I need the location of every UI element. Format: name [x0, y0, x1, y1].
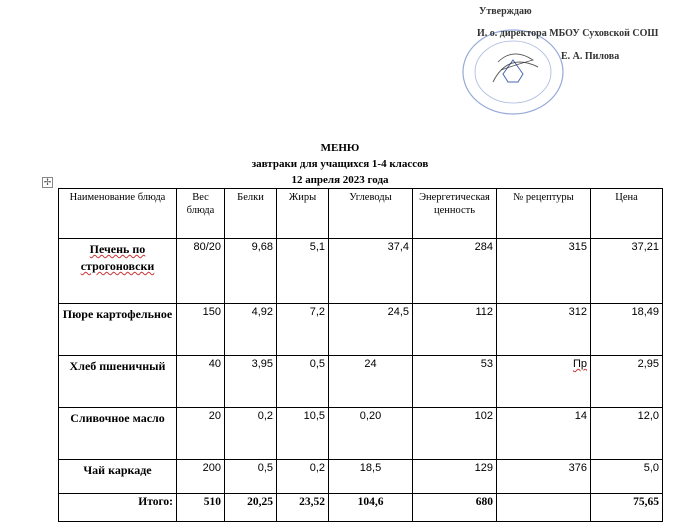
table-row — [59, 356, 663, 408]
approver-name: Е. А. Пилова — [561, 51, 620, 62]
cell-recipe: 14 — [497, 408, 591, 460]
cell-protein: 0,2 — [225, 408, 277, 460]
page-subtitle: завтраки для учащихся 1-4 классов — [251, 158, 429, 170]
cell-energy: 112 — [413, 304, 497, 356]
cell-energy: 284 — [413, 239, 497, 304]
table-move-handle-icon[interactable]: ✢ — [43, 177, 52, 187]
cell-weight: 200 — [177, 460, 225, 494]
approve-label: Утверждаю — [479, 6, 532, 17]
total-carbs: 104,6 — [329, 494, 413, 522]
cell-carbs: 24,5 — [329, 304, 413, 356]
dish-name: Печень по строгоновски — [59, 239, 177, 304]
header-protein: Белки — [225, 189, 277, 239]
cell-carbs: 18,5 — [329, 460, 413, 494]
cell-fat: 7,2 — [277, 304, 329, 356]
cell-protein: 3,95 — [225, 356, 277, 408]
cell-carbs: 24 — [329, 356, 413, 408]
header-carbs: Углеводы — [329, 189, 413, 239]
cell-price: 12,0 — [591, 408, 663, 460]
header-recipe: № рецептуры — [497, 189, 591, 239]
cell-weight: 150 — [177, 304, 225, 356]
cell-price: 2,95 — [591, 356, 663, 408]
header-price: Цена — [591, 189, 663, 239]
total-weight: 510 — [177, 494, 225, 522]
cell-price: 37,21 — [591, 239, 663, 304]
table-row — [59, 239, 663, 304]
cell-recipe: 312 — [497, 304, 591, 356]
cell-carbs: 37,4 — [329, 239, 413, 304]
cell-protein: 9,68 — [225, 239, 277, 304]
dish-name: Пюре картофельное — [59, 304, 177, 356]
total-recipe — [497, 494, 591, 522]
cell-protein: 0,5 — [225, 460, 277, 494]
menu-date: 12 апреля 2023 года — [291, 174, 389, 186]
cell-weight: 40 — [177, 356, 225, 408]
page-title: МЕНЮ — [320, 142, 360, 154]
dish-name: Сливочное масло — [59, 408, 177, 460]
total-fat: 23,52 — [277, 494, 329, 522]
cell-price: 5,0 — [591, 460, 663, 494]
total-protein: 20,25 — [225, 494, 277, 522]
cell-weight: 80/20 — [177, 239, 225, 304]
cell-recipe: Пр — [497, 356, 591, 408]
menu-title-block — [200, 140, 480, 188]
cell-fat: 0,2 — [277, 460, 329, 494]
dish-name: Чай каркаде — [59, 460, 177, 494]
cell-price: 18,49 — [591, 304, 663, 356]
cell-energy: 129 — [413, 460, 497, 494]
cell-protein: 4,92 — [225, 304, 277, 356]
header-energy: Энергетическая ценность — [413, 189, 497, 239]
table-header-row — [59, 189, 663, 239]
total-energy: 680 — [413, 494, 497, 522]
cell-fat: 10,5 — [277, 408, 329, 460]
approver-position: И. о. директора МБОУ Суховской СОШ — [477, 28, 659, 39]
cell-fat: 5,1 — [277, 239, 329, 304]
menu-table — [58, 188, 663, 522]
dish-name: Хлеб пшеничный — [59, 356, 177, 408]
cell-fat: 0,5 — [277, 356, 329, 408]
table-row — [59, 408, 663, 460]
approval-block — [437, 0, 694, 118]
cell-energy: 53 — [413, 356, 497, 408]
cell-energy: 102 — [413, 408, 497, 460]
table-row — [59, 460, 663, 494]
header-fat: Жиры — [277, 189, 329, 239]
total-row — [59, 494, 663, 522]
cell-recipe: 376 — [497, 460, 591, 494]
cell-carbs: 0,20 — [329, 408, 413, 460]
total-label: Итого: — [59, 494, 177, 522]
total-price: 75,65 — [591, 494, 663, 522]
header-name: Наименование блюда — [59, 189, 177, 239]
table-row — [59, 304, 663, 356]
cell-recipe: 315 — [497, 239, 591, 304]
cell-weight: 20 — [177, 408, 225, 460]
header-weight: Вес блюда — [177, 189, 225, 239]
